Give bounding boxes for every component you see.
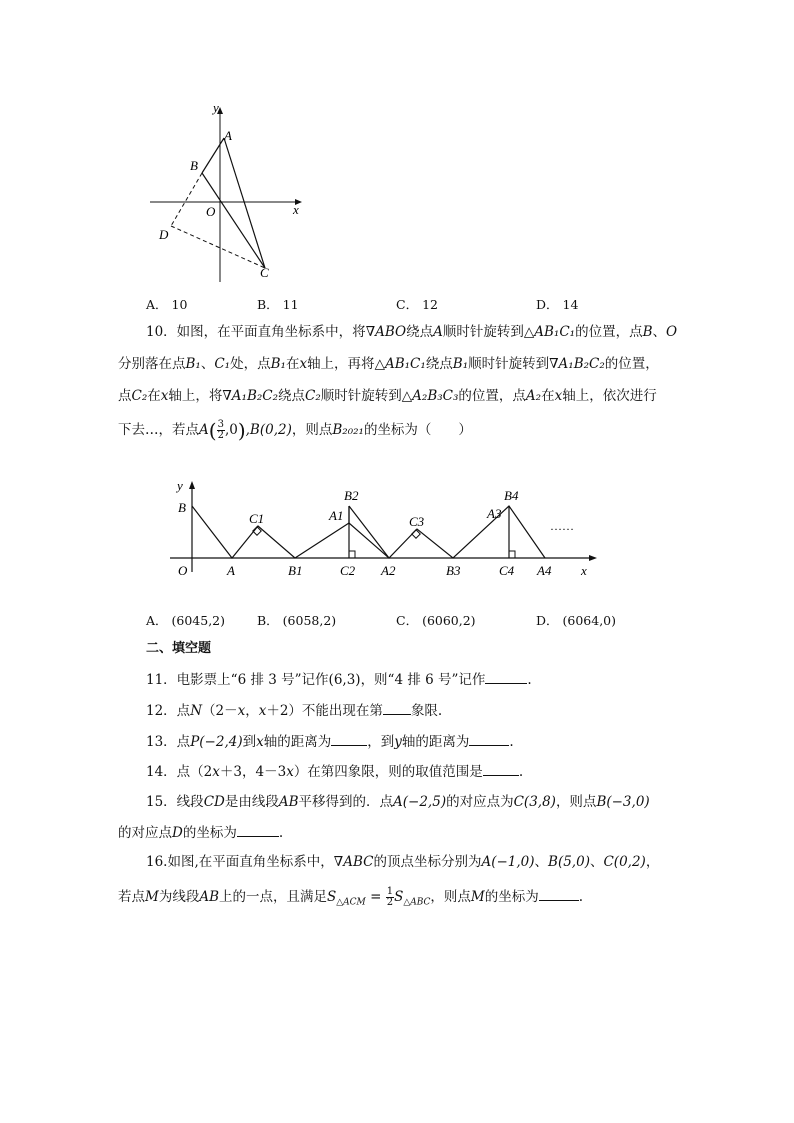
fraction-1-2: $\frac{1}{2}$ [386,886,394,908]
fraction-3-2: $\frac{3}{2}$ [217,419,224,441]
label-a: A [227,563,235,578]
q14-line: 14．点（2x＋3，4－3x）在第四象限，则的取值范围是 . [146,761,523,782]
q16-line-1: 16.如图,在平面直角坐标系中，∇ABC的顶点坐标分别为A(−1,0)、B(5,0)、C(0,2)， [146,854,660,870]
label-b3: B3 [446,563,461,578]
q9-option-a[interactable]: A． 10 [146,297,188,312]
label-a2: A2 [381,563,396,578]
label-c4: C4 [499,563,515,578]
label-o: O [178,563,188,578]
right-angle-c4 [509,551,515,558]
label-x: x [581,563,587,578]
section-heading-fill-blank: 二、填空题 [146,641,212,656]
q10-line-3: 点C₂在x轴上，将∇A₁B₂C₂绕点C₂顺时针旋转到△A₂B₃C₃的位置，点A₂在x轴上，依次进行 [118,388,657,404]
q10-option-b[interactable]: B． (6058,2) [257,613,337,628]
label-b: B [178,500,186,515]
q10-line-1: 10．如图，在平面直角坐标系中，将∇ABO绕点A顺时针旋转到△AB₁C₁的位置，点B、O [146,324,678,340]
label-y: y [177,478,183,493]
q16-answer-blank[interactable] [539,886,579,901]
label-c1: C1 [249,511,265,526]
label-ellipsis: …… [550,519,574,533]
label-c3: C3 [409,514,425,529]
q12-answer-blank[interactable] [383,700,411,715]
label-c2: C2 [340,563,356,578]
label-b4: B4 [504,488,519,503]
q10-option-d[interactable]: D． (6064,0) [536,613,617,628]
label-a3: A3 [487,506,502,521]
q11-answer-blank[interactable] [485,669,527,684]
q13-line: 13．点P(−2,4)到x轴的距离为 ，到y轴的距离为 . [146,731,514,752]
figure2-svg [165,476,605,586]
q13-answer-blank-1[interactable] [331,731,367,746]
segment-ab [202,138,224,173]
q14-answer-blank[interactable] [483,761,519,776]
segment-bd-dashed [171,173,202,226]
y-axis-arrow [189,481,195,489]
label-y: y [213,100,219,115]
segment-b2-a2 [349,506,389,558]
q10-option-a[interactable]: A． (6045,2) [146,613,226,628]
q13-answer-blank-2[interactable] [469,731,509,746]
q10-line-4: 下去…，若点A( $\frac{3}{2}$ ,0),B(0,2)，则点B₂₀₂₁的坐标为（ ） [118,418,472,443]
segment-ac [224,138,265,268]
q9-option-c[interactable]: C． 12 [396,297,438,312]
q15-answer-blank[interactable] [237,822,279,837]
q15-line-1: 15．线段CD是由线段AB平移得到的．点A(−2,5)的对应点为C(3,8)，则点B(−3,0) [146,794,650,810]
label-d: D [159,227,169,242]
figure1-svg [140,98,310,288]
label-x: x [293,202,299,217]
figure-rotation-sequence [165,476,605,586]
label-b: B [190,158,198,173]
q16-line-2: 若点M为线段AB上的一点，且满足$S_{\triangle ACM}$ = $\frac{1}{2}$ $S_{\triangle ABC}$，则点M的坐标为 . [118,886,584,908]
label-b2: B2 [344,488,359,503]
label-a1: A1 [329,508,344,523]
q9-option-d[interactable]: D． 14 [536,297,579,312]
q10-line-2: 分别落在点B₁、C₁处，点B₁在x轴上，再将△AB₁C₁绕点B₁顺时针旋转到∇A₁B₂C₂的位置， [118,356,659,372]
segment-bc [202,173,265,268]
label-a: A [224,128,232,143]
q11-line: 11．电影票上“6 排 3 号”记作(6,3)，则“4 排 6 号”记作 . [146,669,532,690]
q15-line-2: 的对应点D的坐标为 . [118,822,283,843]
figure-triangle-rotation [140,98,310,288]
q10-option-c[interactable]: C． (6060,2) [396,613,476,628]
label-c: C [260,265,269,280]
q12-line: 12．点N（2－x，x＋2）不能出现在第 象限. [146,700,442,721]
right-angle-c2 [349,551,355,558]
q9-option-b[interactable]: B． 11 [257,297,299,312]
label-a4: A4 [537,563,552,578]
x-axis-arrow [589,555,597,561]
label-b1: B1 [288,563,303,578]
label-o: O [206,204,216,219]
